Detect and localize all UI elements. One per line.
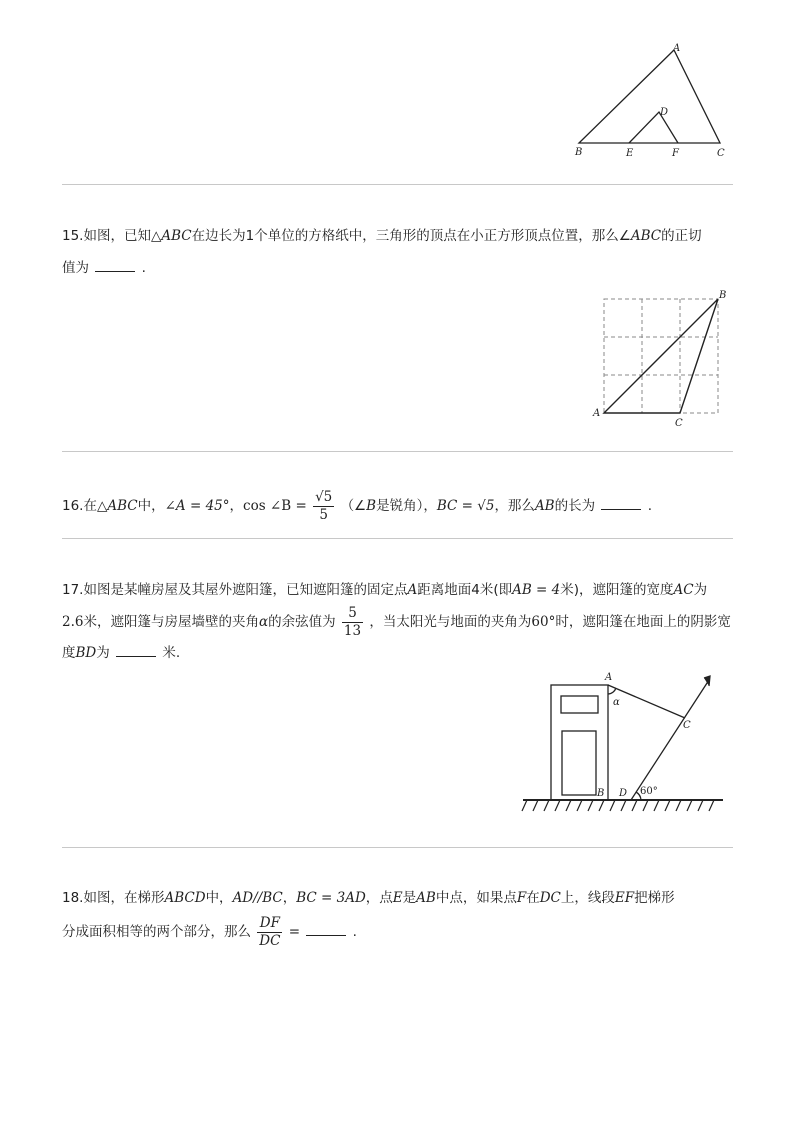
divider-3 [62, 538, 733, 539]
ground-hatch [533, 800, 538, 811]
ground-hatch [676, 800, 681, 811]
question-17-line-1: 17.如图是某幢房屋及其屋外遮阳篷，已知遮阳篷的固定点A距离地面4米(即AB = 4米)，遮阳篷的宽度AC为 [62, 582, 708, 598]
awning-label-60deg: 60° [640, 786, 658, 797]
divider-4 [62, 847, 733, 848]
ground-hatch [698, 800, 703, 811]
grid-triangle-figure [590, 285, 735, 430]
ground-hatch [632, 800, 637, 811]
ground-hatch [522, 800, 527, 811]
question-18-line-1: 18.如图，在梯形ABCD中，AD//BC，BC = 3AD，点E是AB中点，如果点F在DC上，线段EF把梯形 [62, 890, 675, 906]
question-17-line-3: 度BD为 米. [62, 645, 181, 661]
ground-hatch [665, 800, 670, 811]
triangle-figure-top [570, 40, 730, 165]
ground-hatch [544, 800, 549, 811]
question-17-line-2: 2.6米，遮阳篷与房屋墙壁的夹角α的余弦值为 $\frac{5}{13}$ ，当太阳光与地面的夹角为60°时，遮阳篷在地面上的阴影宽 [62, 604, 731, 639]
ground-hatch [709, 800, 714, 811]
answer-blank-18[interactable] [306, 923, 346, 936]
awning-label-b: B [597, 788, 605, 799]
fraction-5-over-13: $\frac{5}{13}$ [343, 604, 362, 639]
fraction-df-over-dc: $\frac{DF}{DC}$ [259, 914, 281, 949]
ground-hatch [654, 800, 659, 811]
grid-label-a: A [593, 408, 601, 419]
label-d: D [660, 107, 669, 118]
q18-number: 18. [62, 890, 84, 906]
question-16: 16.在△ABC中，∠A = 45°，cos ∠B = $\frac{√5}{5}$ （∠B是锐角），BC = √5，那么AB的长为 . [62, 488, 652, 523]
ground-hatch [621, 800, 626, 811]
grid-label-c: C [675, 418, 683, 429]
answer-blank-17[interactable] [116, 644, 156, 657]
ground-hatch [555, 800, 560, 811]
label-b: B [575, 147, 583, 158]
ground-hatch [577, 800, 582, 811]
ground-hatch [599, 800, 604, 811]
question-15-line-1: 15.如图，已知△ABC在边长为1个单位的方格纸中，三角形的顶点在小正方形顶点位置，那么∠ABC的正切 [62, 228, 702, 244]
label-f: F [672, 148, 679, 159]
ground-hatch [610, 800, 615, 811]
ground-hatch [643, 800, 648, 811]
divider-2 [62, 451, 733, 452]
answer-blank-16[interactable] [601, 497, 641, 510]
awning-figure [515, 668, 730, 818]
question-18-line-2: 分成面积相等的两个部分，那么 $\frac{DF}{DC}$ = . [62, 914, 357, 949]
q15-number: 15. [62, 228, 84, 244]
answer-blank-15[interactable] [95, 259, 135, 272]
grid-label-b: B [719, 290, 727, 301]
awning-label-c: C [683, 720, 691, 731]
fraction-sqrt5-over-5: $\frac{√5}{5}$ [315, 488, 333, 523]
ground-hatch [588, 800, 593, 811]
awning-label-a: A [605, 672, 613, 683]
ground-hatch [687, 800, 692, 811]
ground-hatch [566, 800, 571, 811]
q17-number: 17. [62, 582, 84, 598]
label-a: A [673, 43, 681, 54]
label-c: C [717, 148, 725, 159]
divider-1 [62, 184, 733, 185]
q16-number: 16. [62, 498, 84, 514]
label-e: E [626, 148, 634, 159]
awning-label-d: D [619, 788, 628, 799]
question-15-line-2: 值为 . [62, 260, 146, 276]
awning-label-alpha: α [613, 697, 620, 708]
